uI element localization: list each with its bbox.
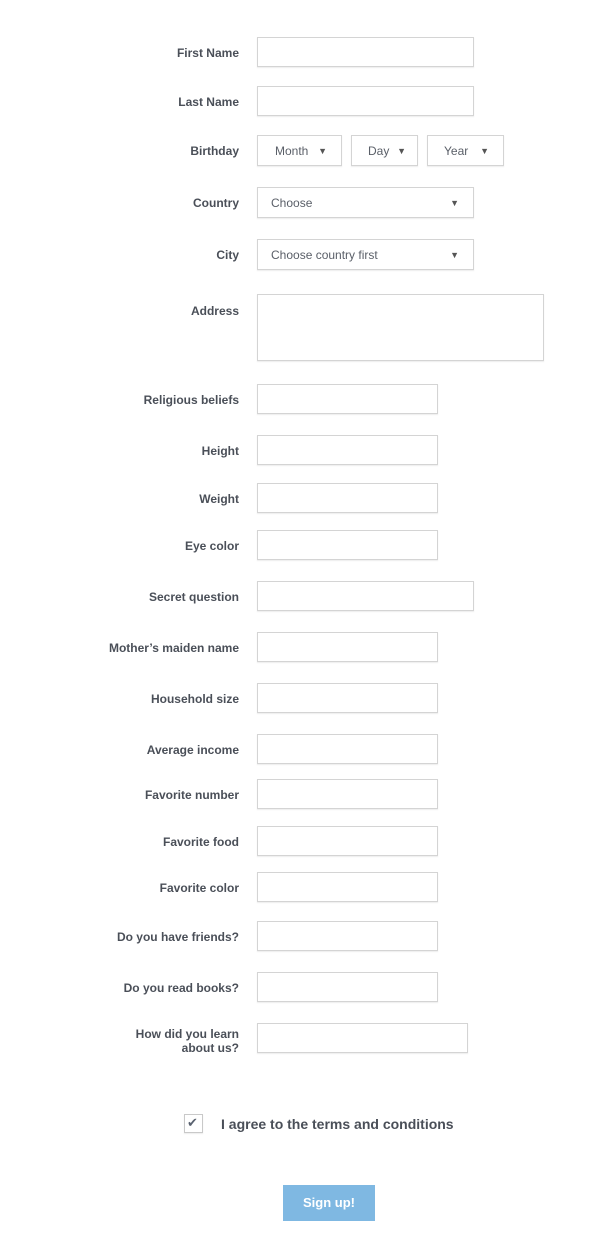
- address-textarea[interactable]: [257, 294, 544, 361]
- birthday-day-select[interactable]: [351, 135, 418, 166]
- weight-input[interactable]: [257, 483, 438, 513]
- household-size-input[interactable]: [257, 683, 438, 713]
- have-friends-input[interactable]: [257, 921, 438, 951]
- favorite-food-label: Favorite food: [162, 835, 239, 849]
- favorite-color-input[interactable]: [257, 872, 438, 902]
- favorite-number-input[interactable]: [257, 779, 438, 809]
- height-input[interactable]: [257, 435, 438, 465]
- favorite-number-label: Favorite number: [144, 788, 239, 802]
- learn-about-us-input[interactable]: [257, 1023, 468, 1053]
- day-value: Day: [368, 144, 390, 158]
- have-friends-label: Do you have friends?: [116, 930, 239, 944]
- secret-question-input[interactable]: [257, 581, 474, 611]
- read-books-label: Do you read books?: [123, 981, 239, 995]
- country-select[interactable]: [257, 187, 474, 218]
- favorite-food-input[interactable]: [257, 826, 438, 856]
- average-income-label: Average income: [146, 743, 239, 757]
- country-value: Choose: [271, 196, 313, 210]
- city-label: City: [216, 248, 239, 262]
- chevron-down-icon: ▼: [450, 198, 459, 208]
- weight-label: Weight: [199, 492, 239, 506]
- chevron-down-icon: ▼: [318, 146, 327, 156]
- terms-checkbox[interactable]: [184, 1114, 203, 1133]
- checkmark-icon: ✔: [187, 1115, 198, 1130]
- last-name-label: Last Name: [178, 95, 239, 109]
- chevron-down-icon: ▼: [397, 146, 406, 156]
- eye-color-label: Eye color: [184, 539, 239, 553]
- mothers-maiden-name-input[interactable]: [257, 632, 438, 662]
- religious-beliefs-input[interactable]: [257, 384, 438, 414]
- chevron-down-icon: ▼: [450, 250, 459, 260]
- eye-color-input[interactable]: [257, 530, 438, 560]
- city-value: Choose country first: [271, 248, 378, 262]
- last-name-input[interactable]: [257, 86, 474, 116]
- terms-label[interactable]: I agree to the terms and conditions: [221, 1116, 454, 1132]
- favorite-color-label: Favorite color: [159, 881, 239, 895]
- secret-question-label: Secret question: [148, 590, 239, 604]
- birthday-year-select[interactable]: [427, 135, 504, 166]
- year-value: Year: [444, 144, 469, 158]
- address-label: Address: [190, 304, 239, 318]
- month-value: Month: [275, 144, 309, 158]
- religious-beliefs-label: Religious beliefs: [143, 393, 239, 407]
- chevron-down-icon: ▼: [480, 146, 489, 156]
- average-income-input[interactable]: [257, 734, 438, 764]
- city-select[interactable]: [257, 239, 474, 270]
- height-label: Height: [201, 444, 239, 458]
- first-name-input[interactable]: [257, 37, 474, 67]
- household-size-label: Household size: [150, 692, 239, 706]
- learn-about-us-label: How did you learn about us?: [135, 1027, 239, 1055]
- mothers-maiden-name-label: Mother’s maiden name: [108, 641, 239, 655]
- sign-up-button[interactable]: Sign up!: [283, 1185, 375, 1221]
- country-label: Country: [193, 196, 239, 210]
- first-name-label: First Name: [176, 46, 239, 60]
- birthday-month-select[interactable]: [257, 135, 342, 166]
- birthday-label: Birthday: [190, 144, 239, 158]
- read-books-input[interactable]: [257, 972, 438, 1002]
